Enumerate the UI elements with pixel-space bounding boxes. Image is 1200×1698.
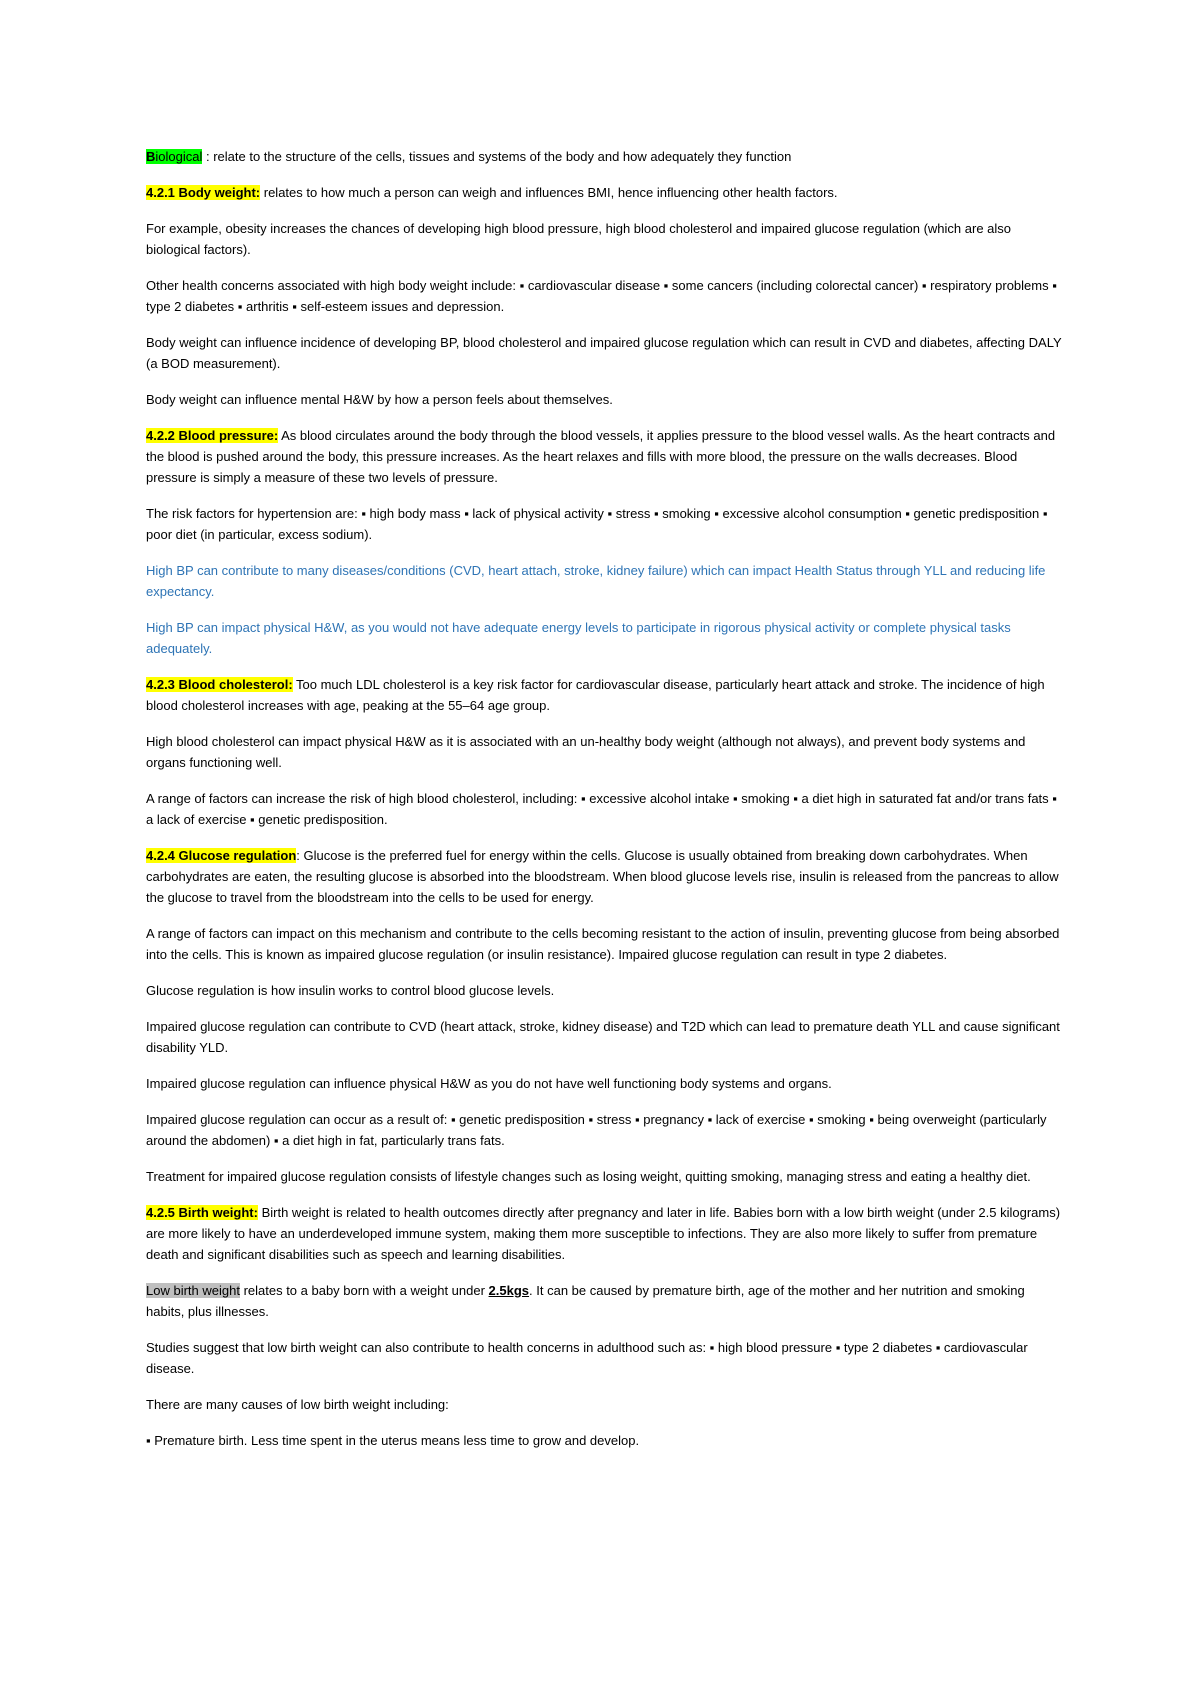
glucose-treatment-paragraph: Treatment for impaired glucose regulation consists of lifestyle changes such as losing weight, quitting smoking, managing stress and eating a healthy diet. — [146, 1169, 1031, 1184]
low-birth-weight-paragraph: Low birth weight relates to a baby born with a weight under 2.5kgs. It can be caused by premature birth, age of the mother and her nutrition and smoking habits, plus illnesses. — [146, 1283, 1025, 1319]
glucose-causes-paragraph: Impaired glucose regulation can occur as a result of: ▪ genetic predisposition ▪ stress ▪ pregnancy ▪ lack of exercise ▪ smoking ▪ being overweight (particularly around the abdomen) ▪ a diet high in fat, particularly trans fats. — [146, 1112, 1047, 1148]
biological-paragraph: Biological : relate to the structure of the cells, tissues and systems of the body and how adequately they function — [146, 149, 792, 164]
causes-paragraph: There are many causes of low birth weight including: — [146, 1397, 449, 1412]
blood-pressure-paragraph: 4.2.2 Blood pressure: As blood circulates around the body through the blood vessels, it applies pressure to the blood vessel walls. As the heart contracts and the blood is pushed around the body, this pressure increases. As the heart relaxes and fills with more blood, the pressure on the walls decreases. Blood pressure is simply a measure of these two levels of pressure. — [146, 428, 1056, 485]
glucose-cvd-paragraph: Impaired glucose regulation can contribute to CVD (heart attack, stroke, kidney disease) and T2D which can lead to premature death YLL and cause significant disability YLD. — [146, 1019, 1060, 1055]
glucose-physical-paragraph: Impaired glucose regulation can influence physical H&W as you do not have well functioning body systems and organs. — [146, 1076, 832, 1091]
glucose-definition-paragraph: Glucose regulation is how insulin works to control blood glucose levels. — [146, 983, 555, 998]
premature-birth-paragraph: ▪ Premature birth. Less time spent in the uterus means less time to grow and develop. — [146, 1433, 640, 1448]
document-page — [146, 146, 1064, 1466]
blood-pressure-heading: 4.2.2 Blood pressure: — [146, 428, 279, 443]
biological-term: Biological — [146, 149, 203, 164]
body-weight-paragraph: 4.2.1 Body weight: relates to how much a person can weigh and influences BMI, hence influencing other health factors. — [146, 185, 838, 200]
low-birth-weight-term: Low birth weight — [146, 1283, 240, 1298]
other-concerns-paragraph: Other health concerns associated with high body weight include: ▪ cardiovascular disease ▪ some cancers (including colorectal cancer) ▪ respiratory problems ▪ type 2 diabetes ▪ arthritis ▪ self-esteem issues and depression. — [146, 278, 1057, 314]
cholesterol-factors-paragraph: A range of factors can increase the risk of high blood cholesterol, including: ▪ excessive alcohol intake ▪ smoking ▪ a diet high in saturated fat and/or trans fats ▪ a lack of exercise ▪ genetic predisposition. — [146, 791, 1057, 827]
birth-weight-heading: 4.2.5 Birth weight: — [146, 1205, 258, 1220]
birth-weight-paragraph: 4.2.5 Birth weight: Birth weight is related to health outcomes directly after pregnancy and later in life. Babies born with a low birth weight (under 2.5 kilograms) are more likely to have an underdeveloped immune system, making them more susceptible to infections. They are also more likely to suffer from premature death and significant disabilities such as speech and learning disabilities. — [146, 1205, 1061, 1262]
cholesterol-physical-paragraph: High blood cholesterol can impact physical H&W as it is associated with an un-healthy body weight (although not always), and prevent body systems and organs functioning well. — [146, 734, 1026, 770]
low-birth-weight-value: 2.5kgs — [488, 1283, 530, 1298]
body-weight-heading: 4.2.1 Body weight: — [146, 185, 261, 200]
body-weight-influence-paragraph: Body weight can influence incidence of developing BP, blood cholesterol and impaired glucose regulation which can result in CVD and diabetes, affecting DALY (a BOD measurement). — [146, 335, 1062, 371]
studies-paragraph: Studies suggest that low birth weight can also contribute to health concerns in adulthood such as: ▪ high blood pressure ▪ type 2 diabetes ▪ cardiovascular disease. — [146, 1340, 1028, 1376]
hypertension-risk-paragraph: The risk factors for hypertension are: ▪ high body mass ▪ lack of physical activity ▪ stress ▪ smoking ▪ excessive alcohol consumption ▪ genetic predisposition ▪ poor diet (in particular, excess sodium). — [146, 506, 1048, 542]
bp-health-status-paragraph: High BP can contribute to many diseases/conditions (CVD, heart attach, stroke, kidney failure) which can impact Health Status through YLL and reducing life expectancy. — [146, 563, 1046, 599]
bp-physical-hw-paragraph: High BP can impact physical H&W, as you would not have adequate energy levels to participate in rigorous physical activity or complete physical tasks adequately. — [146, 620, 1011, 656]
obesity-paragraph: For example, obesity increases the chances of developing high blood pressure, high blood cholesterol and impaired glucose regulation (which are also biological factors). — [146, 221, 1012, 257]
glucose-regulation-heading: 4.2.4 Glucose regulation — [146, 848, 297, 863]
blood-cholesterol-heading: 4.2.3 Blood cholesterol: — [146, 677, 293, 692]
glucose-regulation-paragraph: 4.2.4 Glucose regulation: Glucose is the preferred fuel for energy within the cells. Glucose is usually obtained from breaking down carbohydrates. When carbohydrates are eaten, the resulting glucose is absorbed into the bloodstream. When blood glucose levels rise, insulin is released from the pancreas to allow the glucose to travel from the bloodstream into the cells to be used for energy. — [146, 848, 1059, 905]
glucose-factors-paragraph: A range of factors can impact on this mechanism and contribute to the cells becoming resistant to the action of insulin, preventing glucose from being absorbed into the cells. This is known as impaired glucose regulation (or insulin resistance). Impaired glucose regulation can result in type 2 diabetes. — [146, 926, 1060, 962]
body-weight-mental-paragraph: Body weight can influence mental H&W by how a person feels about themselves. — [146, 392, 613, 407]
blood-cholesterol-paragraph: 4.2.3 Blood cholesterol: Too much LDL cholesterol is a key risk factor for cardiovascular disease, particularly heart attack and stroke. The incidence of high blood cholesterol increases with age, peaking at the 55–64 age group. — [146, 677, 1045, 713]
